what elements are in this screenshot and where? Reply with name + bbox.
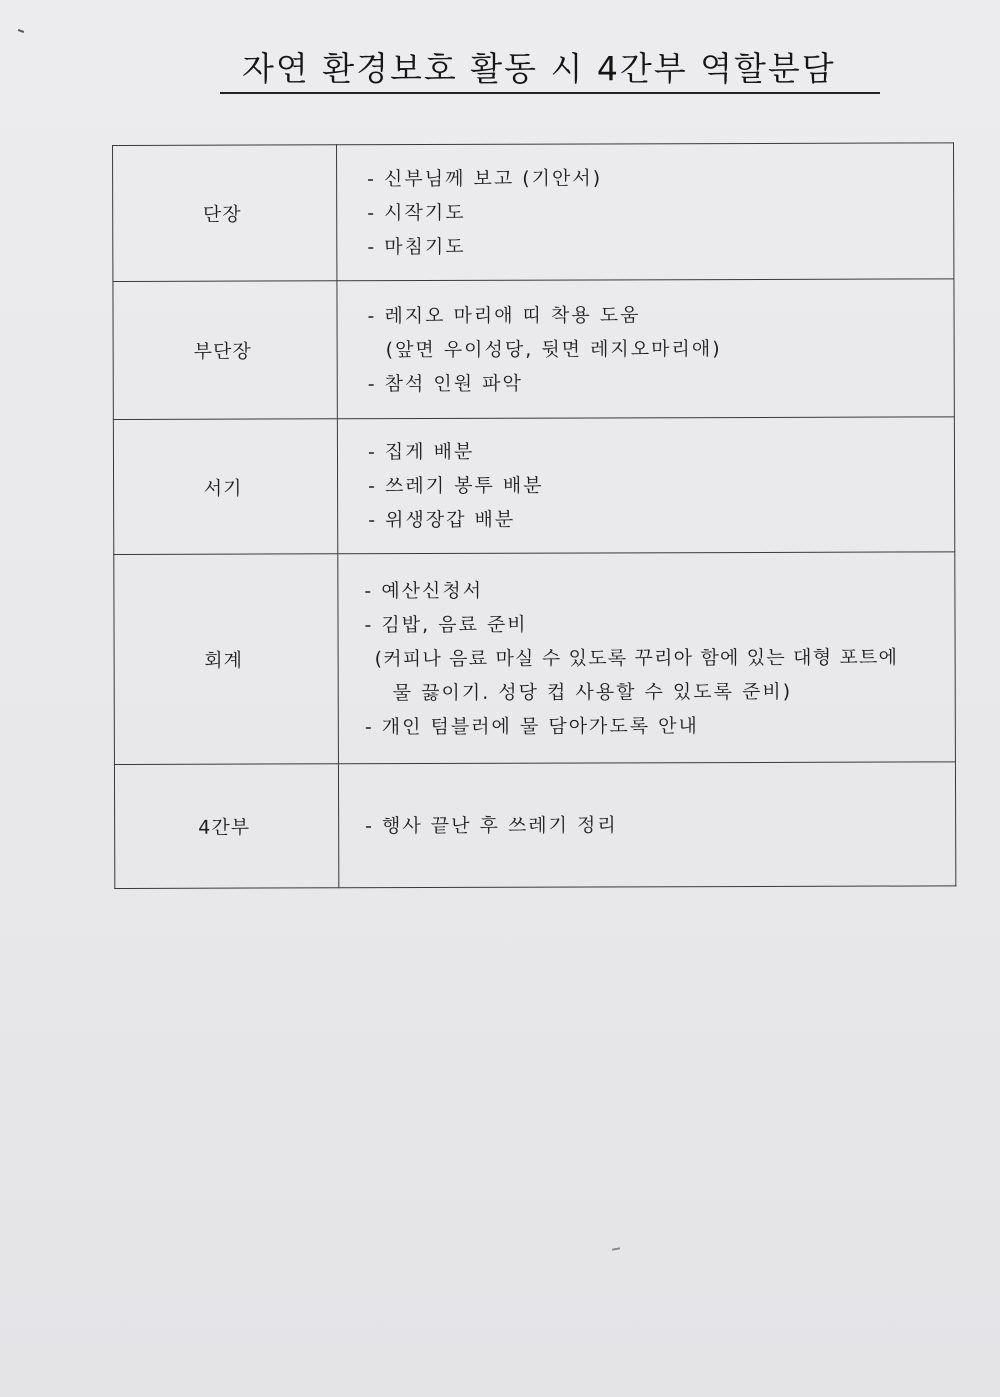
duties-cell xyxy=(337,279,954,419)
document-title: 자연 환경보호 활동 시 4간부 역할분담 xyxy=(220,44,880,94)
role-row-leader xyxy=(113,143,954,282)
duty-item: - 행사 끝난 후 쓰레기 정리 xyxy=(365,813,618,837)
role-name-cell: 4간부 xyxy=(114,764,338,889)
ink-mark xyxy=(18,29,24,33)
duties-cell xyxy=(337,417,954,554)
duty-item: - 쓰레기 봉투 배분 xyxy=(368,474,544,498)
role-row-vice-leader xyxy=(113,279,954,420)
roles-table xyxy=(112,142,956,889)
duty-item: 물 끓이기. 성당 컵 사용할 수 있도록 준비) xyxy=(392,680,793,704)
role-name-cell: 부단장 xyxy=(113,281,337,420)
duty-item: - 집게 배분 xyxy=(367,440,475,464)
duty-item: - 시작기도 xyxy=(367,201,466,224)
duty-item: - 위생장갑 배분 xyxy=(368,508,516,532)
duty-item: (앞면 우이성당, 뒷면 레지오마리애) xyxy=(385,337,722,361)
duty-item: - 예산신청서 xyxy=(364,579,484,602)
duty-item: - 레지오 마리애 띠 착용 도움 xyxy=(367,303,641,327)
duty-item: - 참석 인원 파악 xyxy=(367,372,523,395)
duties-cell xyxy=(337,143,954,281)
ink-speck xyxy=(612,1247,620,1250)
duty-item: (커피나 음료 마실 수 있도록 꾸리아 함에 있는 대형 포트에 xyxy=(374,646,899,670)
role-row-secretary xyxy=(113,417,954,555)
role-name-cell: 단장 xyxy=(113,145,337,282)
duty-item: - 개인 텀블러에 물 담아가도록 안내 xyxy=(364,714,699,738)
duty-item: - 신부님께 보고 (기안서) xyxy=(367,166,603,190)
role-name-cell: 서기 xyxy=(113,419,337,555)
role-row-four-officers xyxy=(114,762,955,889)
role-name-cell: 회계 xyxy=(114,554,339,765)
duty-item: - 김밥, 음료 준비 xyxy=(364,613,528,636)
duties-cell xyxy=(338,552,956,764)
duty-item: - 마침기도 xyxy=(367,235,466,258)
role-row-treasurer xyxy=(114,552,956,765)
duties-cell xyxy=(338,762,955,888)
